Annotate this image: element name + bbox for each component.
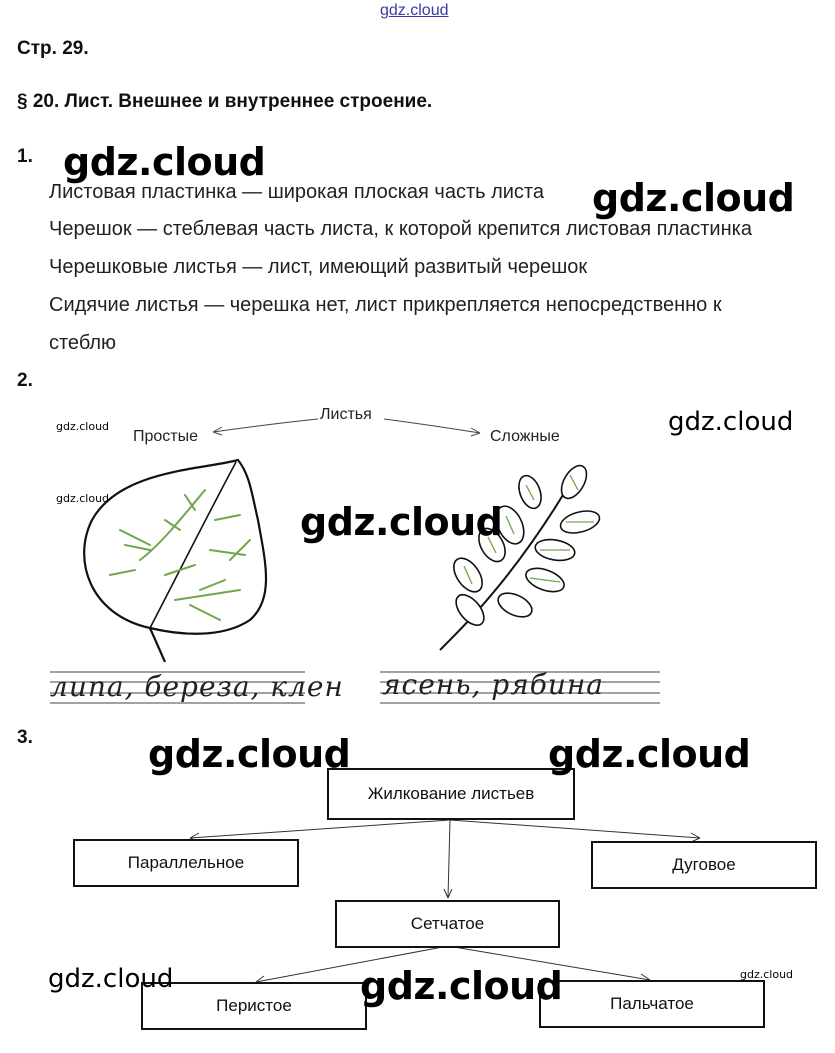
leaves-branch-arrows <box>213 419 480 436</box>
venation-root-label: Жилкование листьев <box>367 784 535 803</box>
simple-leaf-drawing <box>84 460 266 662</box>
palmate-venation-box <box>539 980 765 1028</box>
palmate-venation-label: Пальчатое <box>610 994 694 1013</box>
site-link[interactable]: gdz.cloud <box>380 2 449 19</box>
definition-line-4: Сидячие листья — черешка нет, лист прикрепляется непосредственно к <box>49 294 722 316</box>
parallel-venation-box <box>73 839 299 887</box>
watermark: gdz.cloud <box>300 500 503 544</box>
net-venation-box <box>335 900 560 948</box>
watermark: gdz.cloud <box>148 732 351 776</box>
task3-number: 3. <box>17 727 33 748</box>
arc-venation-label: Дуговое <box>672 855 736 874</box>
task2-number: 2. <box>17 370 33 391</box>
compound-leaves-label: Сложные <box>490 428 560 445</box>
watermark: gdz.cloud <box>548 732 751 776</box>
pinnate-venation-label: Перистое <box>216 996 292 1015</box>
page-label: Стр. 29. <box>17 38 89 59</box>
definition-line-3: Черешковые листья — лист, имеющий развитый черешок <box>49 256 588 278</box>
watermark: gdz.cloud <box>740 968 794 981</box>
definition-line-1: Листовая пластинка — широкая плоская часть листа <box>49 181 544 203</box>
arc-venation-box <box>591 841 817 889</box>
parallel-venation-label: Параллельное <box>127 853 245 872</box>
simple-leaves-answer: липа, береза, клен <box>50 670 344 703</box>
definition-line-2: Черешок — стеблевая часть листа, к которой крепится листовая пластинка <box>49 218 752 240</box>
leaves-root-label: Листья <box>320 406 372 423</box>
watermark: gdz.cloud <box>668 407 794 437</box>
simple-leaves-label: Простые <box>133 428 199 445</box>
definition-line-5: стеблю <box>49 332 117 354</box>
section-title: § 20. Лист. Внешнее и внутреннее строение. <box>17 91 433 112</box>
watermark: gdz.cloud <box>56 492 110 505</box>
pinnate-venation-box <box>141 982 367 1030</box>
watermark: gdz.cloud <box>360 964 563 1008</box>
watermark: gdz.cloud <box>592 176 795 220</box>
compound-leaves-answer: ясень, рябина <box>382 668 605 701</box>
watermark: gdz.cloud <box>63 140 266 184</box>
task1-number: 1. <box>17 146 33 167</box>
watermark: gdz.cloud <box>48 964 174 994</box>
venation-root-box <box>327 768 575 820</box>
watermark: gdz.cloud <box>56 420 110 433</box>
net-venation-label: Сетчатое <box>410 914 485 933</box>
